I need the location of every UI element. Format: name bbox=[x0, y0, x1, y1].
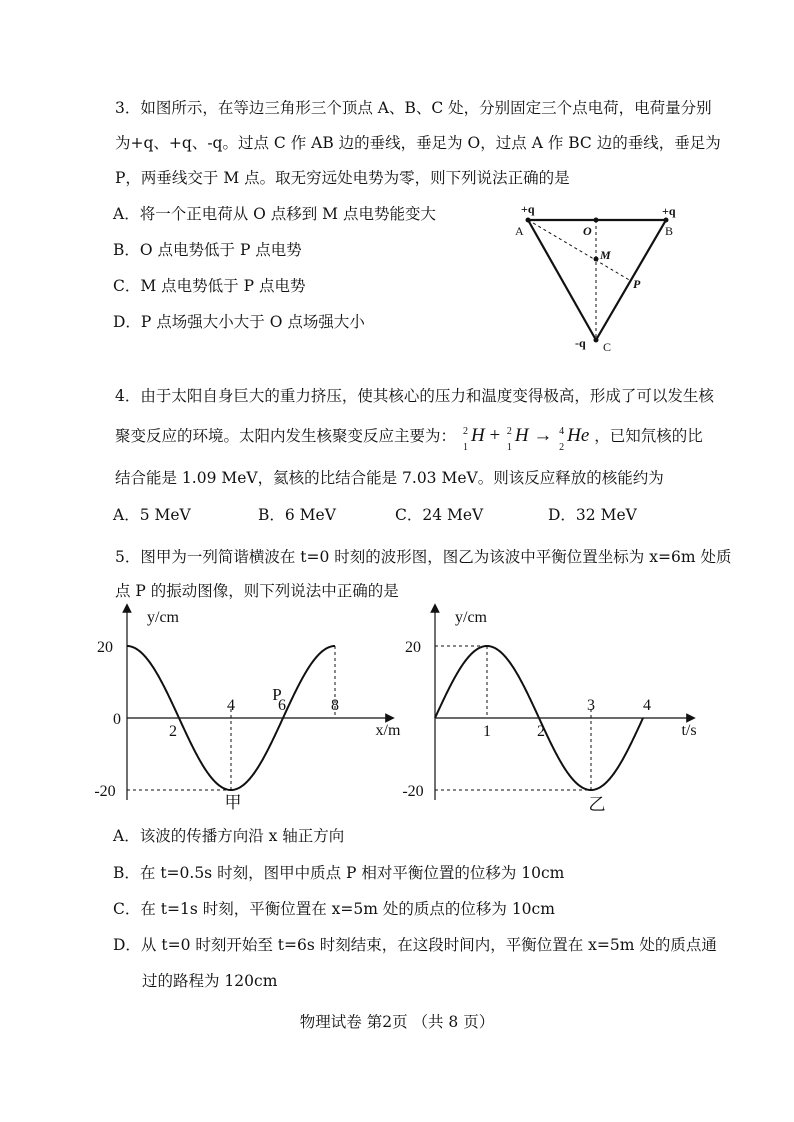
x-tick-label: 8 bbox=[331, 697, 339, 714]
q4-option-b: B．6 MeV bbox=[258, 506, 336, 524]
fusion-equation: 2 1 H + 2 1 H → 4 2 He bbox=[462, 425, 590, 453]
q4-line2 bbox=[115, 425, 703, 453]
chart-yi bbox=[398, 600, 718, 820]
x-tick-label: 3 bbox=[587, 697, 595, 714]
q4-option-d: D．32 MeV bbox=[548, 506, 637, 524]
x-tick-label: 6 bbox=[278, 697, 286, 714]
y-tick-label: -20 bbox=[94, 783, 116, 800]
x-tick-label: 4 bbox=[227, 697, 235, 714]
x-axis-label: x/m bbox=[375, 722, 401, 739]
x-tick-label: 4 bbox=[643, 697, 651, 714]
side-bc bbox=[596, 220, 666, 340]
q3-option-b: B．O 点电势低于 P 点电势 bbox=[113, 241, 302, 259]
x-tick-label: 1 bbox=[483, 723, 491, 740]
point-b bbox=[664, 218, 669, 223]
vertex-b-label: B bbox=[665, 224, 674, 238]
point-m bbox=[594, 257, 599, 262]
point-o-label: O bbox=[583, 224, 592, 238]
y-axis-label: y/cm bbox=[455, 609, 487, 626]
y-axis-label: y/cm bbox=[147, 609, 179, 626]
chart-title: 甲 bbox=[224, 793, 242, 812]
side-ac bbox=[528, 220, 596, 340]
q3-option-c: C．M 点电势低于 P 点电势 bbox=[113, 277, 306, 295]
q4-line2-post: ，已知氘核的比 bbox=[594, 427, 703, 445]
q3-line2: 为+q、+q、-q。过点 C 作 AB 边的垂线，垂足为 O，过点 A 作 BC 边的垂线，垂足为 bbox=[115, 134, 721, 152]
point-p-label: P bbox=[633, 277, 641, 291]
charge-c-label: -q bbox=[575, 336, 586, 350]
q4-option-c: C．24 MeV bbox=[395, 506, 484, 524]
q5-option-d: D．从 t=0 时刻开始至 t=6s 时刻结束，在这段时间内，平衡位置在 x=5m 处的质点通 bbox=[113, 936, 717, 954]
chart-jia bbox=[90, 600, 420, 820]
q4-line1: 4．由于太阳自身巨大的重力挤压，使其核心的压力和温度变得极高，形成了可以发生核 bbox=[115, 387, 714, 405]
q4-line3: 结合能是 1.09 MeV，氦核的比结合能是 7.03 MeV。则该反应释放的核能约为 bbox=[115, 469, 664, 487]
x-axis-label: t/s bbox=[681, 722, 697, 739]
vertex-c-label: C bbox=[603, 340, 612, 354]
point-a bbox=[526, 218, 531, 223]
q3-line1: 3．如图所示，在等边三角形三个顶点 A、B、C 处，分别固定三个点电荷，电荷量分别 bbox=[115, 99, 712, 117]
q5-line2: 点 P 的振动图像，则下列说法中正确的是 bbox=[115, 582, 399, 600]
point-p-label: P bbox=[272, 685, 282, 704]
q4-line2-pre: 聚变反应的环境。太阳内发生核聚变反应主要为： bbox=[115, 427, 457, 445]
x-tick-label: 2 bbox=[537, 723, 545, 740]
q3-option-d: D．P 点场强大小大于 O 点场强大小 bbox=[113, 313, 365, 331]
point-m-label: M bbox=[600, 248, 611, 262]
chart-title: 乙 bbox=[588, 795, 606, 814]
charge-b-label: +q bbox=[662, 204, 676, 218]
q5-option-b: B．在 t=0.5s 时刻，图甲中质点 P 相对平衡位置的位移为 10cm bbox=[113, 864, 565, 882]
origin-label: 0 bbox=[113, 711, 121, 728]
vertex-a-label: A bbox=[515, 224, 524, 238]
q5-option-c: C．在 t=1s 时刻，平衡位置在 x=5m 处的质点的位移为 10cm bbox=[113, 900, 555, 918]
q5-line1: 5．图甲为一列简谐横波在 t=0 时刻的波形图，图乙为该波中平衡位置坐标为 x=6m 处质 bbox=[115, 548, 732, 566]
triangle-figure bbox=[505, 198, 705, 358]
q3-line3: P，两垂线交于 M 点。取无穷远处电势为零，则下列说法正确的是 bbox=[115, 169, 570, 187]
q5-option-a: A．该波的传播方向沿 x 轴正方向 bbox=[113, 827, 345, 845]
charge-a-label: +q bbox=[521, 202, 535, 216]
q4-option-a: A．5 MeV bbox=[113, 506, 191, 524]
point-o bbox=[594, 218, 599, 223]
perpendicular-ap bbox=[528, 220, 631, 281]
y-tick-label: -20 bbox=[402, 783, 424, 800]
page-footer: 物理试卷 第2页 （共 8 页） bbox=[299, 1013, 495, 1031]
y-tick-label: 20 bbox=[405, 639, 421, 656]
q3-option-a: A．将一个正电荷从 O 点移到 M 点电势能变大 bbox=[113, 205, 436, 223]
y-tick-label: 20 bbox=[97, 639, 113, 656]
q5-option-d-line2: 过的路程为 120cm bbox=[142, 972, 278, 990]
point-c bbox=[594, 338, 599, 343]
x-tick-label: 2 bbox=[169, 723, 177, 740]
